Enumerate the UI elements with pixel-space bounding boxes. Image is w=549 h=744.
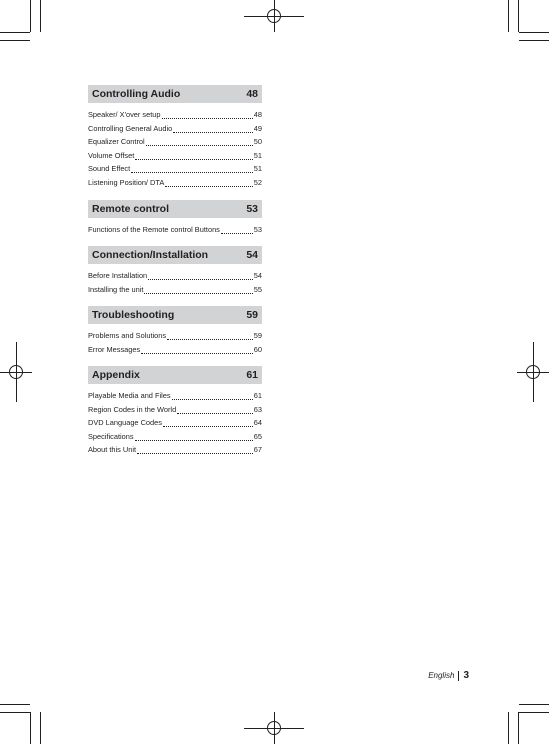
entry-label: Specifications	[88, 431, 134, 441]
entry-label: Functions of the Remote control Buttons	[88, 225, 220, 234]
dot-leader	[146, 136, 253, 146]
section-header[interactable]	[88, 306, 262, 324]
entry-label: Before Installation	[88, 271, 148, 280]
crop-mark	[508, 712, 509, 744]
entry-page: 65	[253, 431, 262, 441]
entry-label: Problems and Solutions	[88, 331, 167, 340]
dot-leader	[165, 177, 252, 187]
toc-entry[interactable]	[88, 269, 262, 283]
crop-mark	[0, 712, 30, 713]
entry-label: About this Unit	[88, 445, 137, 455]
entry-page: 55	[253, 284, 262, 294]
entry-page: 50	[253, 137, 262, 147]
toc-entry[interactable]	[88, 416, 262, 430]
toc-section	[88, 366, 262, 457]
dot-leader	[221, 224, 253, 234]
entry-label: Region Codes in the World	[88, 404, 177, 414]
crop-mark	[519, 712, 549, 713]
toc-entry[interactable]	[88, 122, 262, 136]
entry-page: 60	[253, 344, 262, 354]
entry-page: 51	[253, 150, 262, 160]
entry-label: Equalizer Control	[88, 137, 145, 147]
entry-page: 64	[253, 418, 262, 428]
dot-leader	[141, 344, 253, 354]
footer-language: English	[428, 671, 455, 680]
entry-page: 52	[253, 177, 262, 187]
toc-entry[interactable]	[88, 223, 262, 237]
toc-entry[interactable]	[88, 108, 262, 122]
page-number: 3	[463, 670, 469, 681]
dot-leader	[177, 404, 253, 414]
crop-mark	[40, 712, 41, 744]
section-title: Controlling Audio	[92, 88, 181, 100]
crop-mark	[518, 0, 519, 32]
crop-mark	[30, 0, 31, 32]
section-header[interactable]	[88, 200, 262, 218]
entry-label: Listening Position/ DTA	[88, 177, 165, 187]
toc-entry[interactable]	[88, 149, 262, 163]
footer-divider	[458, 671, 459, 681]
section-page: 54	[246, 249, 258, 261]
entry-label: Playable Media and Files	[88, 391, 171, 400]
toc-section	[88, 85, 262, 190]
crop-mark	[30, 712, 31, 744]
section-title: Appendix	[92, 369, 140, 381]
entry-page: 51	[253, 164, 262, 174]
entry-label: Controlling General Audio	[88, 123, 173, 133]
toc-entry[interactable]	[88, 430, 262, 444]
entry-label: Speaker/ X'over setup	[88, 110, 161, 119]
section-page: 61	[246, 369, 258, 381]
dot-leader	[137, 444, 253, 454]
entry-page: 54	[253, 271, 262, 280]
toc-section	[88, 200, 262, 237]
dot-leader	[135, 150, 252, 160]
dot-leader	[167, 330, 253, 340]
section-title: Troubleshooting	[92, 309, 175, 321]
dot-leader	[163, 417, 253, 427]
dot-leader	[162, 109, 253, 119]
toc-entry[interactable]	[88, 329, 262, 343]
entry-page: 59	[253, 331, 262, 340]
section-header[interactable]	[88, 246, 262, 264]
entry-page: 61	[253, 391, 262, 400]
entry-label: Sound Effect	[88, 164, 131, 174]
toc-entry[interactable]	[88, 343, 262, 357]
section-header[interactable]	[88, 85, 262, 103]
entry-page: 67	[253, 445, 262, 455]
crop-mark	[0, 40, 30, 41]
section-page: 48	[246, 88, 258, 100]
toc-entry[interactable]	[88, 135, 262, 149]
crop-mark	[519, 40, 549, 41]
toc-entry[interactable]	[88, 389, 262, 403]
section-title: Connection/Installation	[92, 249, 209, 261]
table-of-contents	[88, 0, 262, 744]
dot-leader	[131, 163, 253, 173]
toc-section	[88, 306, 262, 356]
toc-entry[interactable]	[88, 162, 262, 176]
section-page: 53	[246, 203, 258, 215]
entry-page: 63	[253, 404, 262, 414]
entry-label: DVD Language Codes	[88, 418, 162, 428]
dot-leader	[172, 390, 253, 400]
crop-mark	[0, 32, 30, 33]
section-header[interactable]	[88, 366, 262, 384]
dot-leader	[173, 123, 253, 133]
dot-leader	[135, 431, 253, 441]
toc-entry[interactable]	[88, 403, 262, 417]
entry-label: Installing the unit	[88, 284, 144, 294]
crop-mark	[40, 0, 41, 32]
crop-mark	[519, 704, 549, 705]
entry-page: 48	[253, 110, 262, 119]
toc-entry[interactable]	[88, 283, 262, 297]
entry-page: 49	[253, 123, 262, 133]
crop-mark	[508, 0, 509, 32]
entry-label: Volume Offset	[88, 150, 135, 160]
entry-label: Error Messages	[88, 344, 141, 354]
toc-section	[88, 246, 262, 296]
dot-leader	[148, 270, 253, 280]
entry-page: 53	[253, 225, 262, 234]
dot-leader	[144, 284, 252, 294]
section-page: 59	[246, 309, 258, 321]
toc-entry[interactable]	[88, 176, 262, 190]
section-title: Remote control	[92, 203, 170, 215]
toc-entry[interactable]	[88, 443, 262, 457]
page-footer	[428, 670, 469, 681]
crop-mark	[0, 704, 30, 705]
crop-mark	[518, 712, 519, 744]
crop-mark	[519, 32, 549, 33]
